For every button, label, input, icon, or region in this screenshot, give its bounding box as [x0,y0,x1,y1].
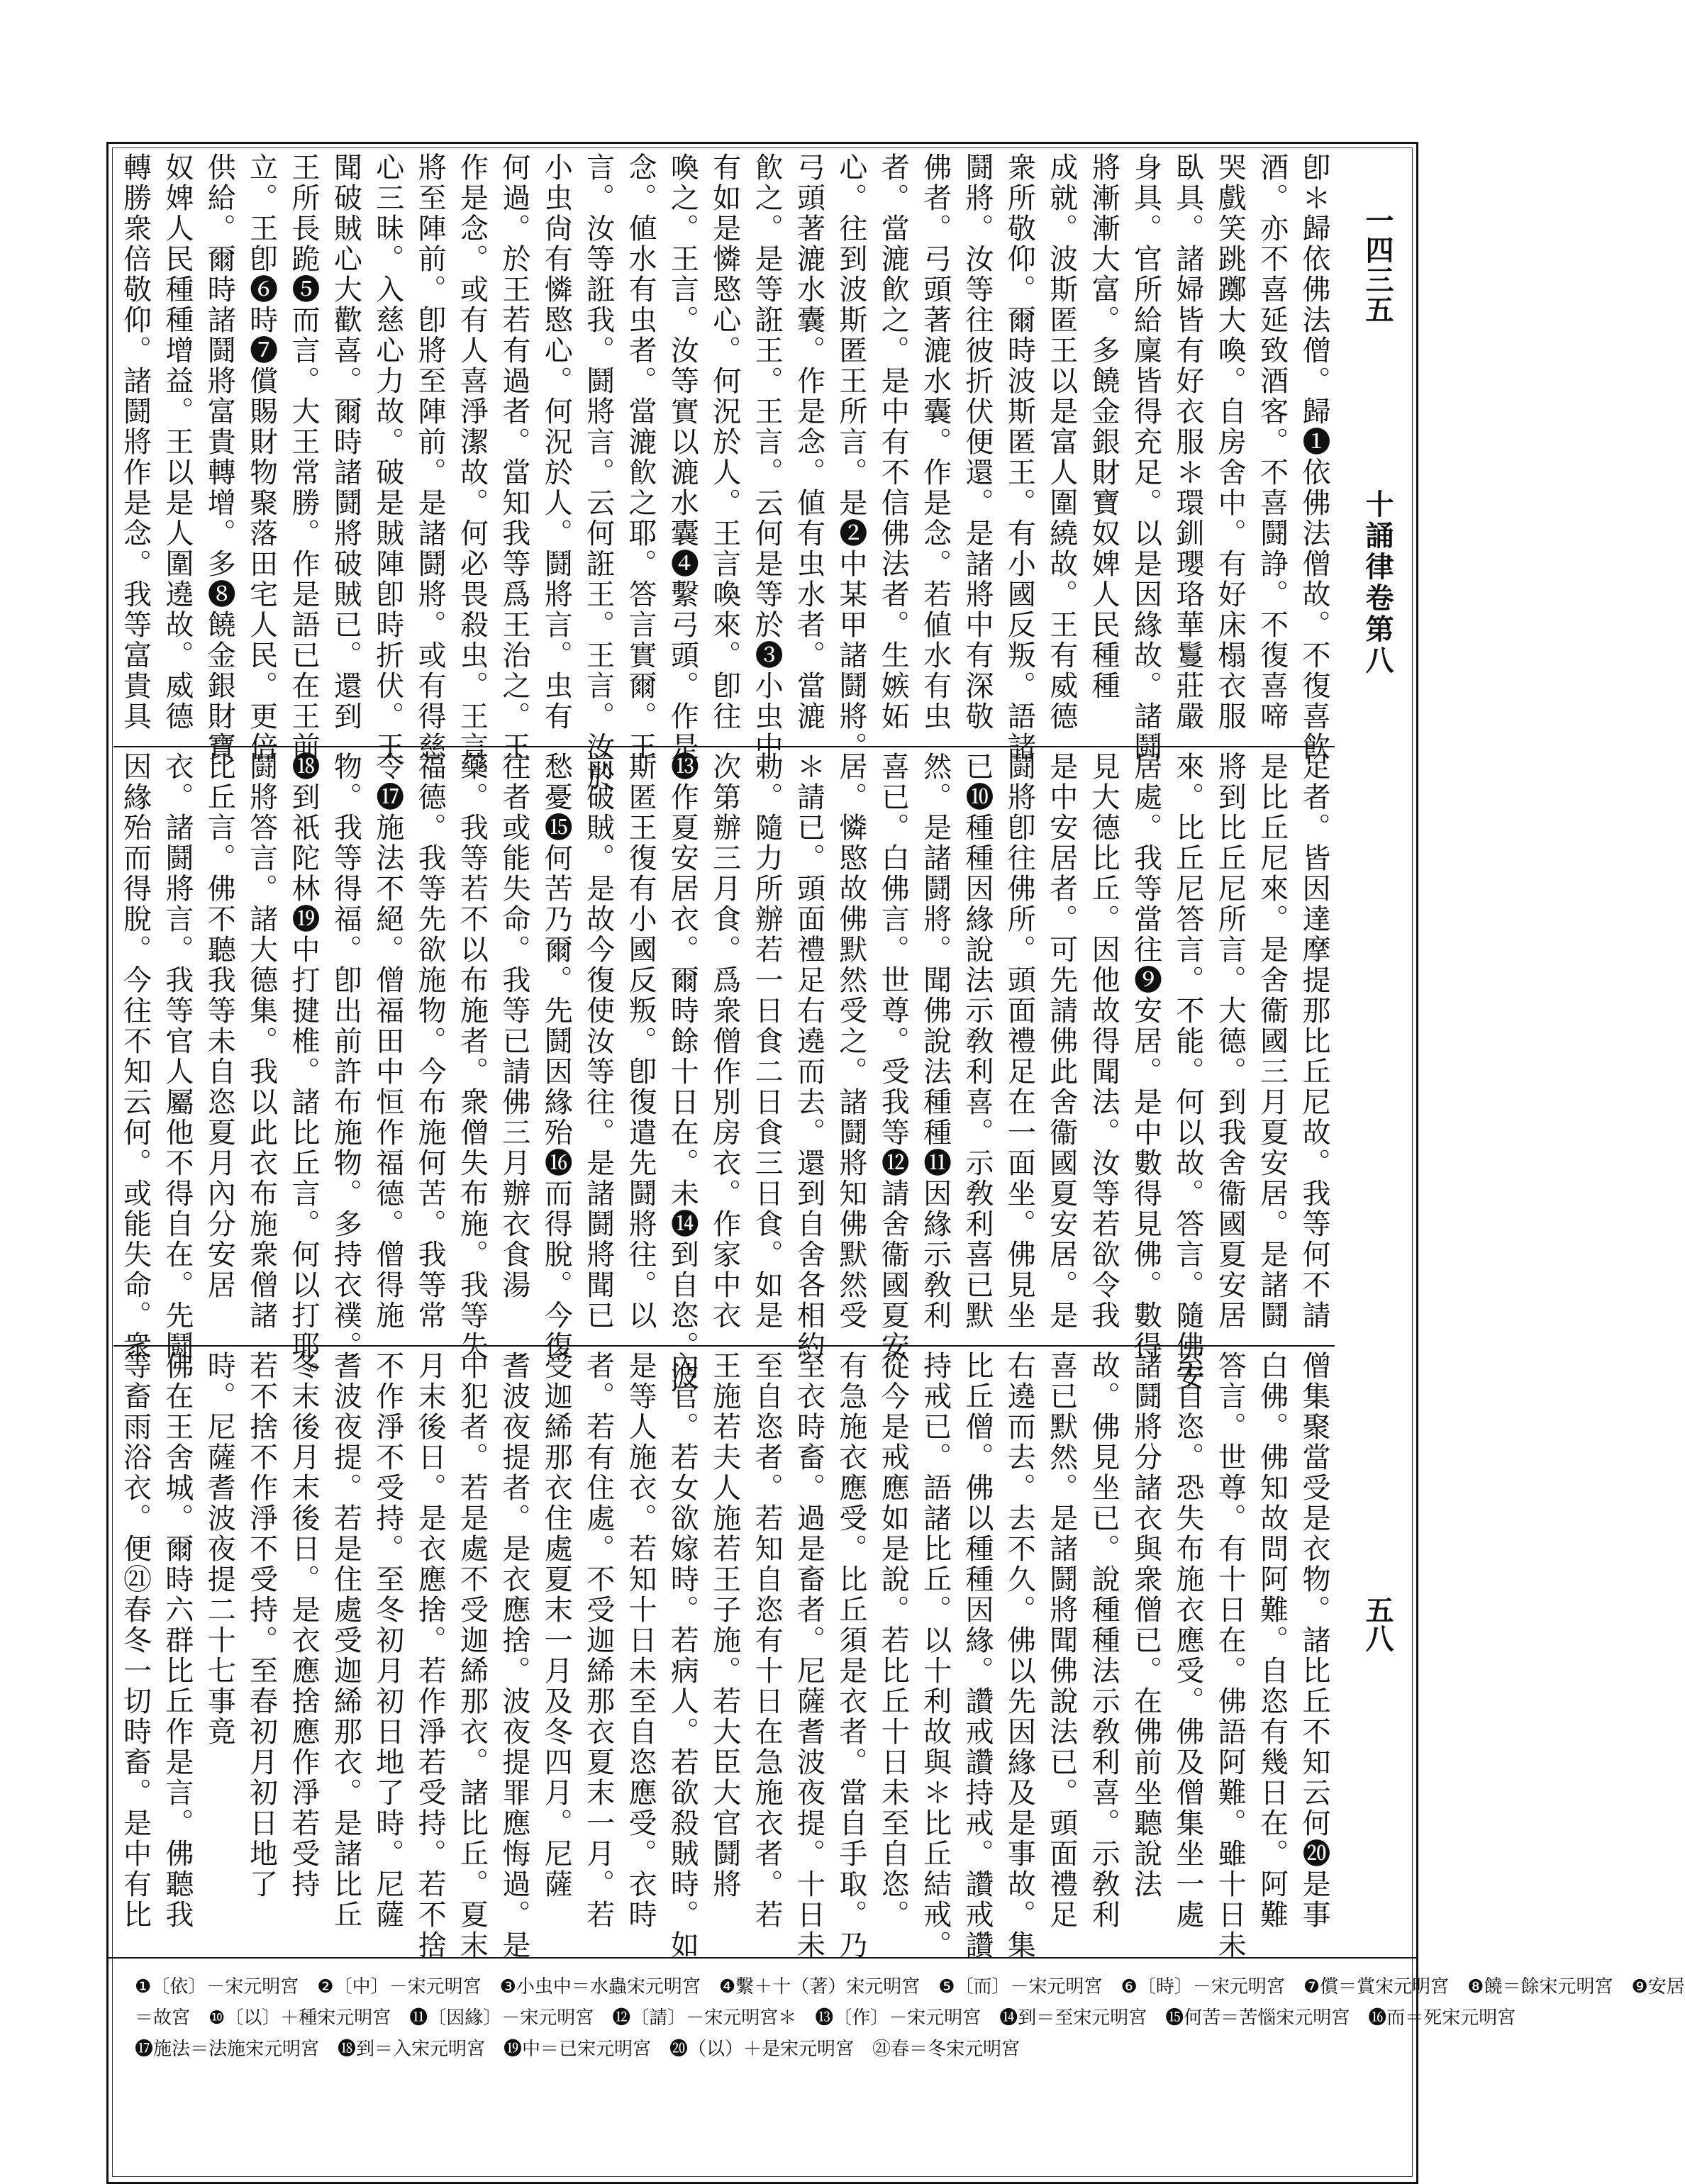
text-column: 立。王卽❻時❼償賜財物聚落田宅人民。更倍 [245,152,278,762]
text-column: ⓲到祇陀林⓳中打揵椎。諸比丘言。何以打耶。 [287,752,320,1392]
text-register-1 [113,152,1335,793]
text-column: 臥具。諸婦皆有好衣服＊環釧瓔珞華鬘莊嚴 [1171,152,1204,732]
text-column: 居處。我等當往❾安居。是中數得見佛。數得 [1129,752,1162,1361]
text-column: 卽＊歸依佛法僧。歸❶依佛法僧故。不復喜飮 [1298,152,1330,762]
text-column: 藥。我等若不以布施者。衆僧失布施。我等失 [455,752,489,1361]
text-column: 令⓱施法不絕。僧福田中恒作福德。僧得施 [371,752,404,1331]
text-column: 鬪將答言。諸大德集。我以此衣布施衆僧諸 [245,752,278,1331]
register-divider [113,746,1335,747]
text-column: 至自恣。恐失布施衣應受。佛及僧集坐一處 [1171,1351,1204,1930]
text-column: 者。當漉飮之。是中有不信佛法者。生嫉妬 [877,152,910,732]
text-column: 將到比丘尼所言。大德。到我舍衞國夏安居 [1213,752,1247,1331]
text-column: ＊請已。頭面禮足右遶而去。還到自舍各相約 [792,752,825,1361]
text-column: 身具。官所給廩皆得充足。以是因緣故。諸鬪 [1129,152,1162,762]
text-column: 心三昧。入慈心力故。破是賊陣卽時折伏。王 [371,152,404,762]
text-column: 供給。爾時諸鬪將富貴轉增。多❽饒金銀財寶 [203,152,236,762]
text-column: 已❿種種因緣說法示敎利喜。示敎利喜已默 [961,752,994,1331]
text-column: 耆波夜提者。是衣應捨。波夜提罪應悔過。是 [497,1351,530,1961]
text-column: 來。比丘尼答言。不能。何以故。答言。隨佛安 [1171,752,1204,1392]
text-column: 耆波夜提。若是住處受迦絺那衣。是諸比丘 [329,1351,362,1930]
text-column: 比丘僧。佛以種種因緣。讚戒讚持戒。讚戒讚 [961,1351,994,1961]
text-column: 僧集聚當受是衣物。諸比丘不知云何⓴是事 [1298,1351,1330,1930]
text-column: 將至陣前。卽將至陣前。是諸鬪將。或有得慈 [413,152,447,762]
text-column: 從今是戒應如是說。若比丘十日未至自恣。 [877,1351,910,1930]
text-column: 將漸漸大富。多饒金銀財寶奴婢人民種種 [1087,152,1120,701]
text-column: 勅。隨力所辦若一日食二日食三日食。如是 [750,752,784,1331]
text-column: 衆所敬仰。爾時波斯匿王。有小國反叛。語諸 [1003,152,1036,762]
text-column: 飮之。是等誑王。王言。云何是等於❸小虫中 [750,152,784,762]
footnote-line: ❶〔依〕－宋元明宮 ❷〔中〕－宋元明宮 ❸小虫中＝水蟲宋元明宮 ❹繫＋十（著）宋元明宮 ❺〔而〕－宋元明宮 ❻〔時〕－宋元明宮 ❼償＝賞宋元明宮 ❽饒＝餘宋元明宮 ❾安居 [135,1976,1685,1998]
text-column: 冬末後月末後日。是衣應捨應作淨若受持 [287,1351,320,1900]
footnote-line: ⓱施法＝法施宋元明宮 ⓲到＝入宋元明宮 ⓳中＝已宋元明宮 ⓴（以）＋是宋元明宮 ㉑春＝冬宋元明宮 [135,2039,1021,2060]
text-column: 往者或能失命。我等已請佛三月辦衣食湯 [497,752,530,1300]
text-column: 喚之。王言。汝等實以漉水囊❹繫弓頭。作是 [666,152,699,762]
text-column: 王施若夫人施若王子施。若大臣大官鬪將 [708,1351,741,1900]
text-column: 月末後日。是衣應捨。若作淨若受持。若不捨 [413,1351,447,1961]
footnote-line: ＝故宮 ❿〔以〕＋種宋元明宮 ⓫〔因緣〕－宋元明宮 ⓬〔請〕－宋元明宮＊ ⓭〔作〕－宋元明宮 ⓮到＝至宋元明宮 ⓯何苦＝苦惱宋元明宮 ⓰而＝死宋元明宮 [135,2007,1516,2029]
text-column: 何過。於王若有過者。當知我等爲王治之。王 [497,152,530,762]
text-register-2 [113,752,1335,1392]
text-column: 王所長跪❺而言。大王常勝。作是語已在王前 [287,152,320,762]
text-column: 是比丘尼來。是舍衞國三月夏安居。是諸鬪 [1255,752,1289,1331]
footnote-rule [106,1957,1418,1959]
text-column: 等畜雨浴衣。便㉑春冬一切時畜。是中有比 [118,1351,152,1930]
text-column: 諸鬪將分諸衣與衆僧已。在佛前坐聽說法 [1129,1351,1162,1900]
text-column: 若不捨不作淨不受持。至春初月初日地了 [245,1351,278,1900]
text-column: 佛者。弓頭著漉水囊。作是念。若値水有虫 [918,152,952,732]
text-column: 有如是憐愍心。何況於人。王言喚來。卽往 [708,152,741,732]
text-column: 奴婢人民種種增益。王以是人圍遶故。威德 [160,152,194,732]
text-column: 故。佛見坐已。說種種法示敎利喜。示敎利 [1087,1351,1120,1930]
text-column: 中犯者。若是處不受迦絺那衣。諸比丘。夏末 [455,1351,489,1961]
text-column: 至自恣者。若知自恣有十日在急施衣者。若 [750,1351,784,1930]
text-column: 聞破賊心大歡喜。爾時諸鬪將破賊已。還到 [329,152,362,732]
text-column: 喜已默然。是諸鬪將聞佛說法已。頭面禮足 [1045,1351,1078,1930]
text-register-3 [113,1351,1335,1961]
text-column: 鬪將。汝等往彼折伏便還。是諸將中有深敬 [961,152,994,732]
text-column: 心。往到波斯匿王所言。是❷中某甲諸鬪將。 [834,152,867,762]
text-column: 至衣時畜。過是畜者。尼薩耆波夜提。十日未 [792,1351,825,1961]
text-column: 因緣殆而得脫。今往不知云何。或能失命。衆 [118,752,152,1361]
text-column: 次第辦三月食。爲衆僧作別房衣。作家中衣 [708,752,741,1331]
footnotes [135,1971,1685,2065]
register-divider [113,1345,1335,1347]
text-column: 喜已。白佛言。世尊。受我等⓬請舍衞國夏安 [877,752,910,1361]
text-column: 言。汝等誑我。鬪將言。云何誑王。王言。汝於 [582,152,615,793]
text-column: 是中安居者。可先請佛此舍衞國夏安居。是 [1045,752,1078,1331]
folio-number: 五八 [1361,1595,1394,1652]
text-column: 有急施衣應受。比丘須是衣者。當自手取。乃 [834,1351,867,1961]
text-column: 然。是諸鬪將。聞佛說法種種⓫因緣示敎利 [918,752,952,1331]
text-column: 見大德比丘。因他故得聞法。汝等若欲令我 [1087,752,1120,1331]
text-column: 愁憂⓯何苦乃爾。先鬪因緣殆⓰而得脫。今復 [540,752,573,1361]
page-number: 一四三五 [1361,206,1394,325]
text-column: 弓頭著漉水囊。作是念。値有虫水者。當漉 [792,152,825,732]
text-column: 前破賊。是故今復使汝等往。是諸鬪將聞已 [582,752,615,1331]
text-column: 足者。皆因達摩提那比丘尼故。我等何不請 [1298,752,1330,1331]
text-column: 酒。亦不喜延致酒客。不喜鬪諍。不復喜啼 [1255,152,1289,732]
text-column: 內官。若女欲嫁時。若病人。若欲殺賊時。如 [666,1351,699,1961]
text-column: 物。我等得福。卽出前許布施物。多持衣襆。 [329,752,362,1361]
text-column: 比丘言。佛不聽我等未自恣夏月內分安居 [203,752,236,1300]
text-column: 是等人施衣。若知十日未至自恣應受。衣時 [624,1351,657,1930]
text-column: 斯匿王復有小國反叛。卽復遣先鬪將往。以 [624,752,657,1331]
text-column: 居。憐愍故佛默然受之。諸鬪將知佛默然受 [834,752,867,1331]
text-column: 小虫尙有憐愍心。何況於人。鬪將言。虫有 [540,152,573,732]
text-column: 右遶而去。去不久。佛以先因緣及是事故。集 [1003,1351,1036,1961]
text-column: 作是念。或有人喜淨潔故。何必畏殺虫。王言。 [455,152,489,793]
text-column: 哭戲笑跳躑大喚。自房舍中。有好床榻衣服 [1213,152,1247,732]
text-column: 不作淨不受持。至冬初月初日地了時。尼薩 [371,1351,404,1930]
text-column: 持戒已。語諸比丘。以十利故與＊比丘結戒。 [918,1351,952,1961]
text-column: 轉勝衆倍敬仰。諸鬪將作是念。我等富貴具 [118,152,152,732]
text-column: 衣。諸鬪將言。我等官人屬他不得自在。先鬪 [160,752,194,1361]
text-column: 念。値水有虫者。當漉飮之耶。答言實爾。王 [624,152,657,762]
text-column: 佛在王舍城。爾時六群比丘作是言。佛聽我 [160,1351,194,1930]
text-column: 者。若有住處。不受迦絺那衣夏末一月。若 [582,1351,615,1930]
text-column: 白佛。佛知故問阿難。自恣有幾日在。阿難 [1255,1351,1289,1930]
text-column: 鬪將卽往佛所。頭面禮足在一面坐。佛見坐 [1003,752,1036,1331]
text-column: 成就。波斯匿王以是富人圍繞故。王有威德 [1045,152,1078,732]
text-column: 答言。世尊。有十日在。佛語阿難。雖十日未 [1213,1351,1247,1961]
text-column: 福德。我等先欲施物。今布施何苦。我等常 [413,752,447,1331]
running-title: 十誦律卷第八 [1361,489,1394,676]
text-column: 受迦絺那衣住處夏末一月及冬四月。尼薩 [540,1351,573,1900]
text-column: ⓭作夏安居衣。爾時餘十日在。未⓮到自恣。波 [666,752,699,1392]
text-column: 時。尼薩耆波夜提二十七事竟 [203,1351,236,1747]
